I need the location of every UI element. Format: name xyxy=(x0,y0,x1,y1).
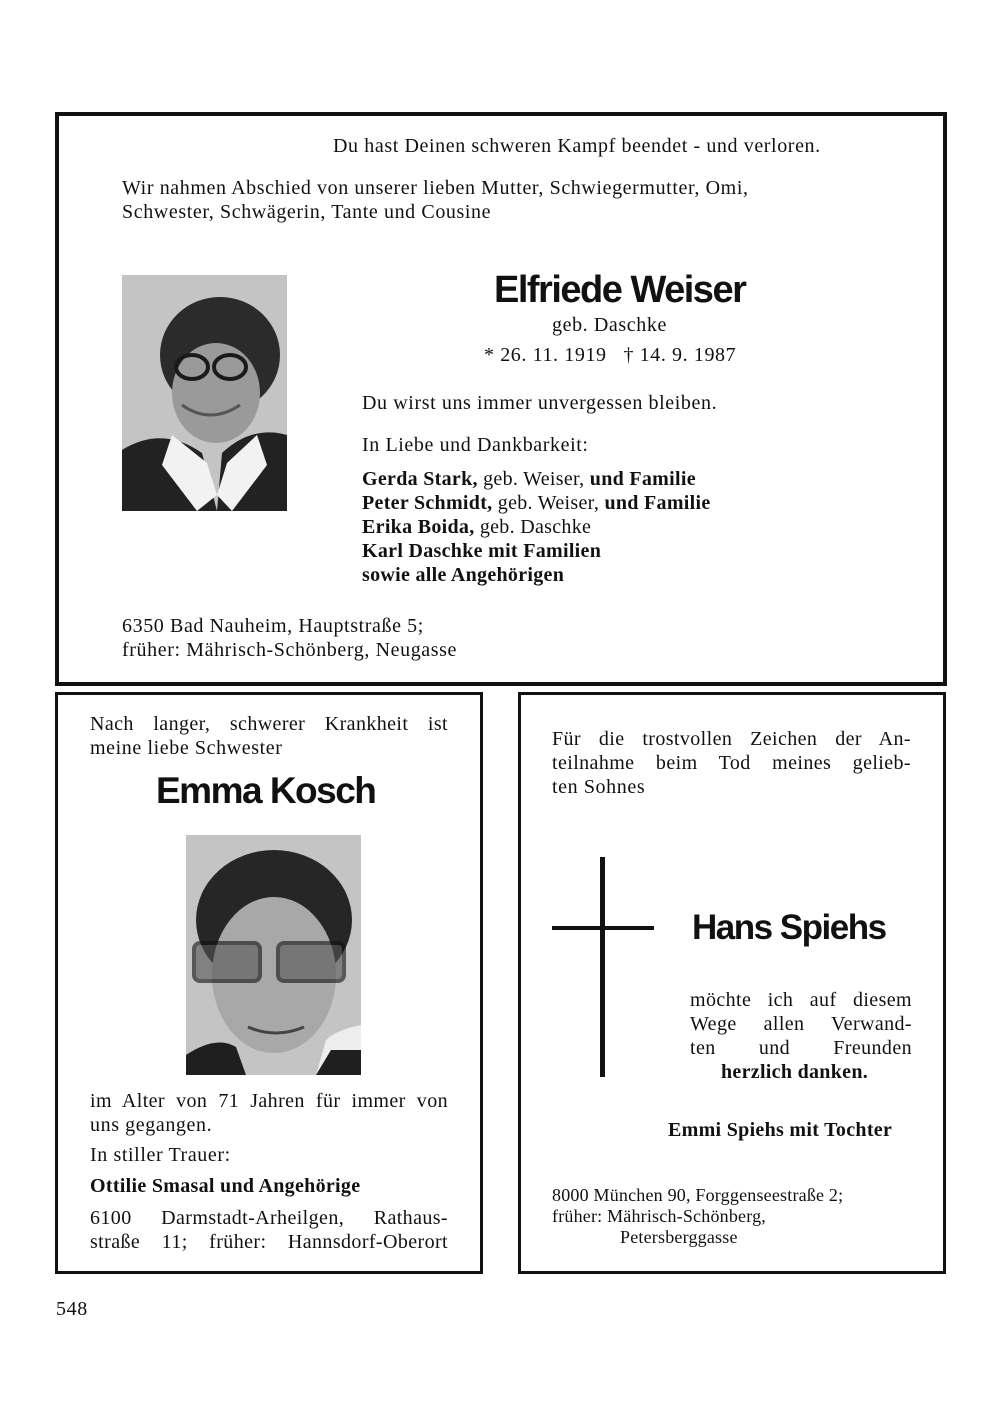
mourner-line-1 xyxy=(362,467,696,491)
mourning-line: In stiller Trauer: xyxy=(90,1144,231,1166)
address-line-2: früher: Mährisch-Schönberg, xyxy=(552,1206,767,1226)
mourner-line-4: Karl Daschke mit Familien xyxy=(362,540,602,562)
mourner-name: Erika Boida, xyxy=(362,516,475,538)
address-line-3: Petersberggasse xyxy=(620,1227,738,1247)
maiden-name: geb. Daschke xyxy=(552,314,667,336)
address-line-2: früher: Mährisch-Schönberg, Neugasse xyxy=(122,639,458,661)
thanks-line-4: herzlich danken. xyxy=(721,1061,869,1083)
intro-line-1: Wir nahmen Abschied von unserer lieben Mutter, Schwiegermutter, Omi, xyxy=(122,177,749,199)
deceased-name-hans: Hans Spiehs xyxy=(692,908,886,947)
address-line-2: straße 11; früher: Hannsdorf-Oberort xyxy=(90,1231,448,1253)
life-dates: * 26. 11. 1919 † 14. 9. 1987 xyxy=(484,344,737,366)
mourner-suffix: und Familie xyxy=(604,492,711,514)
intro-line-1: Nach langer, schwerer Krankheit ist xyxy=(90,713,448,735)
mourner-detail: geb. Weiser, xyxy=(477,468,590,490)
deceased-name-elfriede: Elfriede Weiser xyxy=(494,269,746,311)
age-line-2: uns gegangen. xyxy=(90,1114,213,1136)
memory-line: Du wirst uns immer unvergessen bleiben. xyxy=(362,392,718,414)
thanks-line-2: Wege allen Verwand- xyxy=(690,1013,912,1035)
mourner-line-3 xyxy=(362,515,591,539)
portrait-photo-emma xyxy=(186,835,361,1075)
portrait-photo-elfriede xyxy=(122,275,287,511)
age-line-1: im Alter von 71 Jahren für immer von xyxy=(90,1090,448,1112)
address-line-1: 6350 Bad Nauheim, Hauptstraße 5; xyxy=(122,615,424,637)
mourner-line-2 xyxy=(362,491,711,515)
mourners-line: Ottilie Smasal und Angehörige xyxy=(90,1175,361,1197)
intro-line-2: meine liebe Schwester xyxy=(90,737,283,759)
gratitude-line: In Liebe und Dankbarkeit: xyxy=(362,434,589,456)
intro-line-1: Für die trostvollen Zeichen der An- xyxy=(552,728,911,750)
page-number: 548 xyxy=(56,1298,88,1320)
signature-line: Emmi Spiehs mit Tochter xyxy=(668,1119,893,1141)
mourner-detail: geb. Weiser, xyxy=(492,492,605,514)
mourner-name: Peter Schmidt, xyxy=(362,492,493,514)
intro-line-3: ten Sohnes xyxy=(552,776,646,798)
deceased-name-emma: Emma Kosch xyxy=(156,770,376,811)
mourner-name: Gerda Stark, xyxy=(362,468,478,490)
quote-line: Du hast Deinen schweren Kampf beendet - und verloren. xyxy=(333,135,821,157)
address-line-1: 6100 Darmstadt-Arheilgen, Rathaus- xyxy=(90,1207,448,1229)
intro-line-2: Schwester, Schwägerin, Tante und Cousine xyxy=(122,201,492,223)
cross-icon xyxy=(552,857,654,1077)
mourner-suffix: und Familie xyxy=(589,468,696,490)
thanks-line-1: möchte ich auf diesem xyxy=(690,989,912,1011)
mourner-detail: geb. Daschke xyxy=(474,516,592,538)
mourner-line-5: sowie alle Angehörigen xyxy=(362,564,565,586)
address-line-1: 8000 München 90, Forggenseestraße 2; xyxy=(552,1185,844,1205)
thanks-line-3: ten und Freunden xyxy=(690,1037,912,1059)
intro-line-2: teilnahme beim Tod meines gelieb- xyxy=(552,752,911,774)
